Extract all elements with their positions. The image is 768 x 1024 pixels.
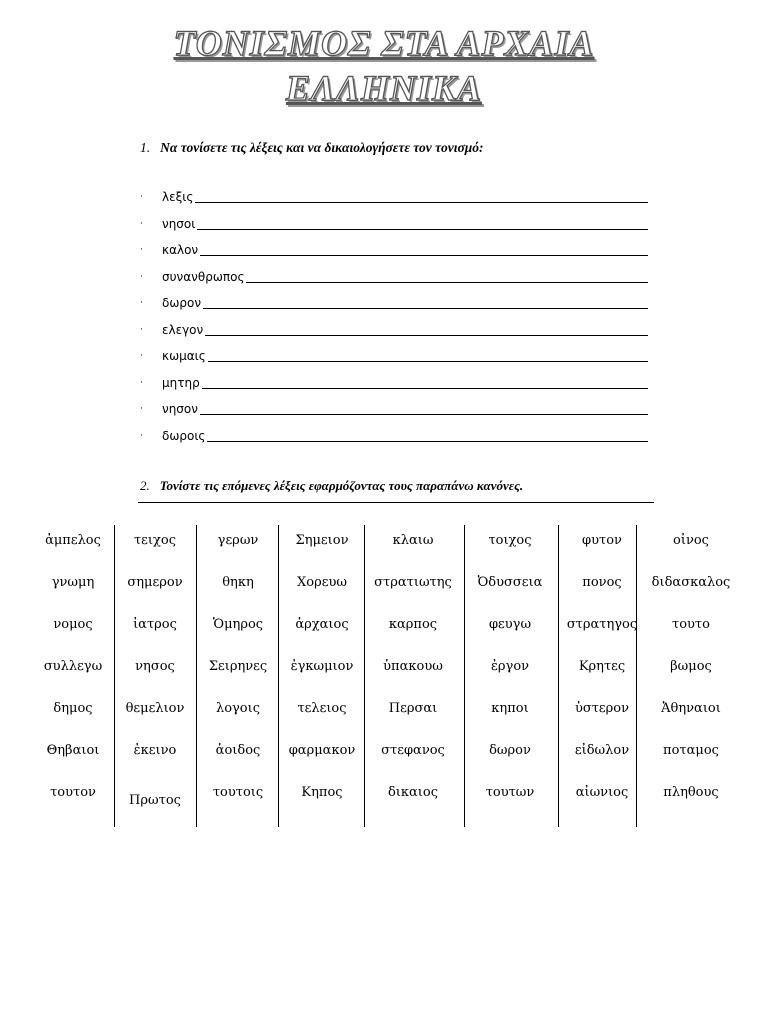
bullet: · <box>140 404 143 414</box>
word-cell: Σημειον <box>295 533 349 548</box>
answer-line[interactable] <box>195 202 648 203</box>
word-cell: διδασκαλος <box>651 575 731 590</box>
word-cell: φευγω <box>488 617 532 632</box>
bullet: · <box>140 324 143 335</box>
answer-line[interactable] <box>197 229 648 230</box>
word-label: κωμαις <box>162 349 206 363</box>
question-1 <box>140 140 483 156</box>
word-column <box>364 525 462 827</box>
word-cell: κλαιω <box>392 533 434 548</box>
word-cell: Σειρηνες <box>208 659 268 674</box>
word-cell: ἰατρος <box>133 617 177 632</box>
word-cell: ποταμος <box>663 743 719 758</box>
word-cell: σημερον <box>127 575 183 590</box>
word-cell: νησος <box>135 659 175 674</box>
column-divider <box>464 525 465 827</box>
word-row <box>140 243 660 270</box>
word-cell: τελειος <box>297 701 347 716</box>
page-title-line-1: ΤΟΝΙΣΜΟΣ ΣΤΑ ΑΡΧΑΙΑ <box>173 23 595 63</box>
word-cell: φαρμακον <box>288 743 356 758</box>
word-row <box>140 296 660 323</box>
question-2-number: 2. <box>140 478 150 493</box>
word-cell: ὑπακουω <box>383 659 443 674</box>
word-label: λεξις <box>162 190 194 204</box>
answer-line[interactable] <box>205 335 648 336</box>
question-1-text: Να τονίσετε τις λέξεις και να δικαιολογήσετε τον τονισμό: <box>160 140 484 155</box>
answer-line[interactable] <box>208 361 648 362</box>
word-cell: αἰωνιος <box>575 785 629 800</box>
word-cell: στρατιωτης <box>374 575 452 590</box>
word-cell: γνωμη <box>51 575 95 590</box>
word-row <box>140 402 660 429</box>
word-cell: δημος <box>53 701 93 716</box>
answer-line[interactable] <box>203 308 648 309</box>
word-cell: νομος <box>53 617 93 632</box>
word-row <box>140 349 660 376</box>
word-row <box>140 217 660 244</box>
answer-line[interactable] <box>200 255 648 256</box>
word-cell: Περσαι <box>388 701 438 716</box>
word-cell: Κηπος <box>301 785 343 800</box>
word-cell: βωμος <box>670 659 712 674</box>
page-title-line-2: ΕΛΛΗΝΙΚΑ <box>285 68 483 108</box>
word-cell: εἰδωλον <box>574 743 630 758</box>
word-row <box>140 323 660 350</box>
word-list <box>140 190 660 455</box>
word-cell: γερων <box>217 533 259 548</box>
column-divider <box>278 525 279 827</box>
bullet: · <box>140 192 143 202</box>
bullet: · <box>140 218 143 229</box>
word-cell: συλλεγω <box>43 659 103 674</box>
word-cell: δωρον <box>489 743 531 758</box>
word-row <box>140 376 660 403</box>
word-label: δωροις <box>162 428 206 443</box>
word-cell: Ἀθηναιοι <box>661 701 721 716</box>
word-label: δωρον <box>162 296 202 310</box>
word-column <box>280 525 364 827</box>
column-divider <box>558 525 559 827</box>
word-label: καλον <box>162 243 199 257</box>
question-2-text: Τονίστε τις επόμενες λέξεις εφαρμόζοντας τους παραπάνω κανόνες. <box>159 478 524 493</box>
word-table <box>30 525 734 827</box>
answer-line[interactable] <box>202 388 648 389</box>
word-cell: φυτον <box>582 533 622 548</box>
answer-line[interactable] <box>246 282 648 283</box>
bullet: · <box>140 430 143 441</box>
word-cell: ἐκεινο <box>133 743 177 758</box>
word-column <box>196 525 280 827</box>
word-cell: λογοις <box>215 701 261 716</box>
word-row <box>140 270 660 297</box>
word-label: μητηρ <box>162 375 200 390</box>
word-cell: θηκη <box>222 575 254 590</box>
word-cell: στρατηγος <box>566 617 638 632</box>
word-cell: ὑστερον <box>574 701 630 716</box>
column-divider <box>114 525 115 827</box>
bullet: · <box>140 245 143 255</box>
word-cell: δικαιος <box>387 785 439 800</box>
question-1-number: 1. <box>140 140 151 155</box>
word-row <box>140 429 660 456</box>
word-label: ελεγον <box>162 322 204 337</box>
word-column <box>646 525 736 827</box>
word-label: νησον <box>162 402 198 416</box>
word-cell: τουτο <box>672 617 710 632</box>
word-label: συνανθρωπος <box>162 269 245 284</box>
word-cell: πονος <box>582 575 622 590</box>
word-cell: θεμελιον <box>125 701 185 716</box>
word-cell: καρπος <box>388 617 438 632</box>
word-cell: Ὁμηρος <box>212 617 264 632</box>
word-cell: ἀμπελος <box>45 533 101 548</box>
word-label: νησοι <box>162 216 196 231</box>
word-cell: τουτων <box>485 785 535 800</box>
word-cell: Κρητες <box>578 659 626 674</box>
answer-line[interactable] <box>207 441 648 442</box>
word-row <box>140 190 660 217</box>
answer-line[interactable] <box>200 414 648 415</box>
word-cell: στεφανος <box>381 743 445 758</box>
column-divider <box>636 525 637 827</box>
bullet: · <box>140 271 143 282</box>
word-column <box>558 525 646 827</box>
word-cell: Χορευω <box>297 575 347 590</box>
word-cell: τουτοις <box>212 785 264 800</box>
word-cell: ἀοιδος <box>215 743 261 758</box>
word-cell: πληθους <box>663 785 719 800</box>
word-cell: τουτον <box>50 785 96 800</box>
bullet: · <box>140 377 143 388</box>
word-cell: τοιχος <box>488 533 532 548</box>
word-column <box>114 525 196 827</box>
word-column <box>30 525 116 827</box>
bullet: · <box>140 351 143 361</box>
question-2-underline <box>138 502 654 503</box>
word-cell: Θηβαιοι <box>46 743 100 758</box>
word-cell: τειχος <box>133 533 176 548</box>
word-cell: οἰνος <box>673 533 709 548</box>
word-cell: κηποι <box>491 701 529 716</box>
word-cell: ἐγκωμιον <box>290 659 354 674</box>
column-divider <box>364 525 365 827</box>
word-cell: Πρωτος <box>129 793 181 808</box>
word-cell: ἀρχαιος <box>295 617 349 632</box>
word-cell: ἐργον <box>490 659 530 674</box>
question-2 <box>140 478 523 494</box>
word-column <box>462 525 558 827</box>
bullet: · <box>140 298 143 308</box>
column-divider <box>196 525 197 827</box>
word-cell: Ὀδυσσεια <box>477 575 543 590</box>
